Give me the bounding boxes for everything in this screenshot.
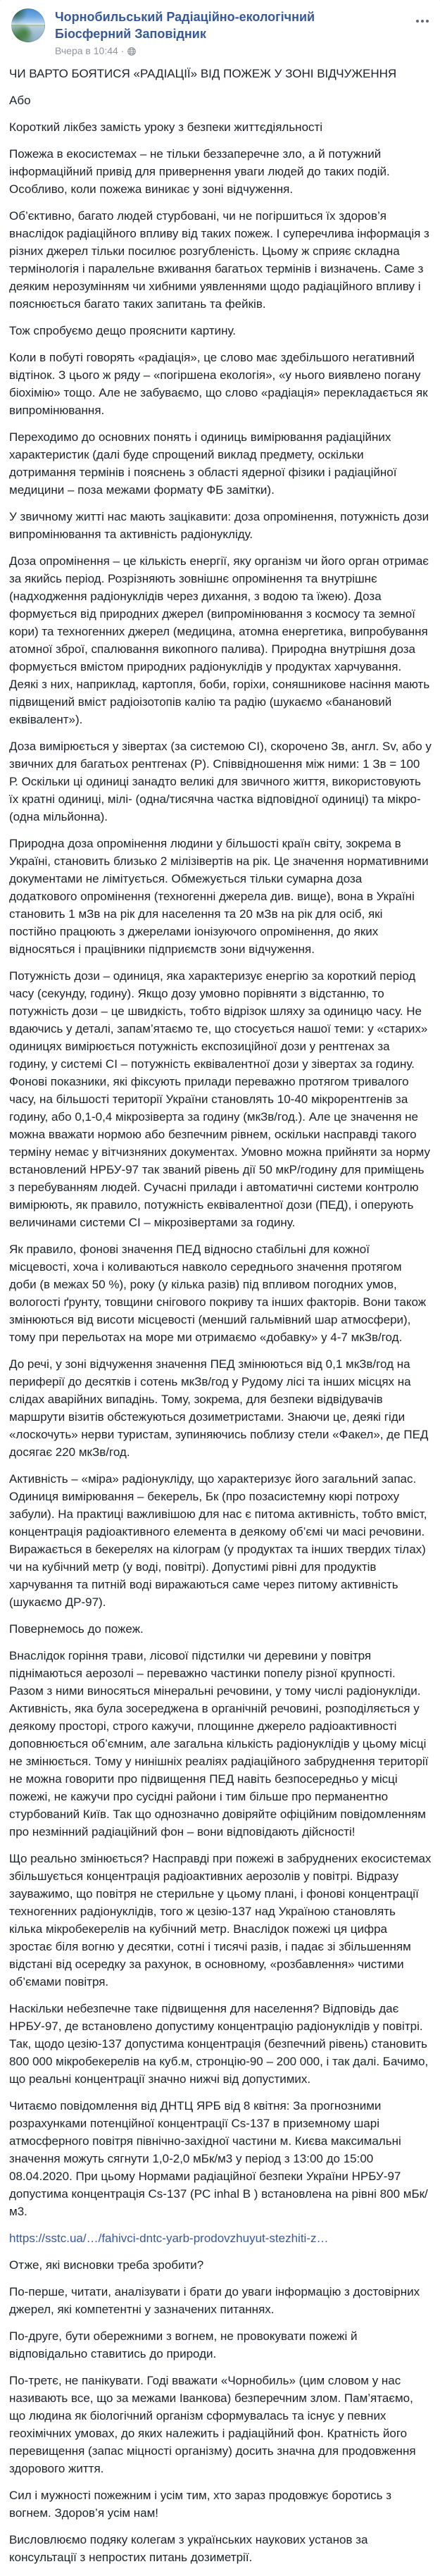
globe-icon [127,47,136,56]
page-name-link[interactable]: Чорнобильський Радіаційно-екологічний Біосферний Заповідник [55,10,315,41]
post-paragraph: Пожежа в екосистемах – не тільки беззаперечне зло, а й потужний інформаційний привід для привернення уваги людей до таких подій. Особливо, коли пожежа виникає у зоні відчуження. [9,147,390,196]
three-dots-icon [426,20,429,23]
post-paragraph: Як правило, фонові значення ПЕД відносно стабільні для кожної місцевості, хоча і коливаються навколо середнього значення протягом доби (в межах 50 %), року (у кілька разів) під впливом погодних умов, вологості ґрунту, товщини снігового покриву та інших факторів. Вони також змінюються від висоти місцевості (менший гальмівний шар атмосфери), тому при перельотах на море ми отримаємо «добавку» у 4-7 мкЗв/год. [9,1243,427,1344]
post-paragraph: Що реально змінюється? Насправді при пожежі в забруднених екосистемах збільшується концентрація радіоактивних аерозолів у повітрі. Відразу зауважимо, що повітря не стерильне у цьому плані, і фонові концентрації техногенних радіонуклідів, того ж цезію-137 над Україною становлять кілька мікробекерелів на кубічний метр. Внаслідок пожежі ця цифра зростає біля вогню у десятки, сотні і тисячі разів, і падає зі збільшенням відстані від осередку за рахунок, в основному, «розбавлення» чистими об’ємами повітря. [9,1852,432,1989]
post-paragraph: Внаслідок горіння трави, лісової підстилки чи деревини у повітря піднімаються аерозолі – переважно частинки попелу різної крупності. Разом з ними виносяться мінеральні речовини, у тому числі радіонукліди. Активність, яка була зосереджена в органічній речовині, розподіляється у деякому просторі, строго кажучи, площинне джерело радіоактивності доповнюється об’ємним, але загальна кількість радіонуклідів у цьому місці не змінюється. Тому у нинішніх реаліях радіаційного забруднення території не можна говорити про підвищення ПЕД навіть безпосередньо у місці пожежі, не кажучи про сусідні райони і тим більше про перманентно стурбований Київ. Так що однозначно довіряйте офіційним повідомленням про незмінний радіаційний фон – вони відповідають дійсності! [9,1649,429,1838]
post-header-text [55,8,429,57]
post-paragraph: Доза опромінення – це кількість енергії, яку організм чи його орган отримає за якийсь період. Розрізняють зовнішнє опромінення та внутрішнє (надходження радіонуклідів через дихання, з водою та їжею). Доза формується від природних джерел (випромінювання з космосу та земної кори) та техногенних джерел (медицина, атомна енергетика, випробування атомної зброї, спалювання викопного палива). Природна внутрішня доза формується вмістом природних радіонуклідів у продуктах харчування. Деякі з них, наприклад, картопля, боби, горіхи, соняшникове насіння мають підвищений вміст радіоізотопів калію та радію (шукаємо «банановий еквівалент»). [9,554,430,726]
post-paragraph: Тож спробуємо дещо прояснити картину. [9,324,237,337]
post-paragraph: По-друге, бути обережними з вогнем, не провокувати пожежі й відповідально ставитись до природи. [9,2329,358,2360]
post-header [0,0,440,61]
post-paragraph: У звичному житті нас мають зацікавити: доза опромінення, потужність дози випромінювання та активність радіонукліду. [9,510,429,541]
post-paragraph: Переходимо до основних понять і одиниць вимірювання радіаційних характеристик (далі буде спрощений виклад предмету, оскільки дотримання термінів і пояснень з області ядерної фізики і радіаційної медицини – поза межами формату ФБ замітки). [9,430,397,497]
post-paragraph: По-перше, читати, аналізувати і брати до уваги інформацію з достовірних джерел, які компетентні у зазначених питаннях. [9,2285,420,2316]
post-paragraph: Короткий лікбез замість уроку з безпеки життєдіяльності [9,120,323,134]
post-paragraph: Доза вимірюється у зівертах (за системою СІ), скорочено Зв, англ. Sv, або у звичних для багатьох рентгенах (Р). Співвідношення між ними: 1 Зв = 100 Р. Оскільки ці одиниці занадто великі для звичного життя, використовують їх кратні одиниці, мілі- (одна/тисячна частка відповідної одиниці) та мікро- (одна мільйонна). [9,740,432,823]
post-link[interactable]: https://sstc.ua/…/fahivci-dntc-yarb-prodovzhuyut-stezhiti-z… [9,2232,329,2245]
post-paragraph: Природна доза опромінення людини у більшості країн світу, зокрема в Україні, становить близько 2 мілізівертів на рік. Це значення нормативними документами не лімітується. Обмежується тільки сумарна доза додаткового опромінення (техногенні джерела див. вище), вона в Україні становить 1 мЗв на рік для населення та 20 мЗв на рік для осіб, які постійно працюють з джерелами іонізуючого опромінення, до яких відносяться і працівники підприємств зони відчуження. [9,837,429,956]
post-paragraph: ЧИ ВАРТО БОЯТИСЯ «РАДІАЦІЇ» ВІД ПОЖЕЖ У ЗОНІ ВІДЧУЖЕННЯ [9,67,397,80]
meta-separator: · [120,45,125,56]
post-paragraph: Читаємо повідомлення від ДНТЦ ЯРБ від 8 квітня: За прогнозними розрахунками потенційної концентрації Cs-137 в приземному шарі атмосферного повітря північно-західної частини м. Києва максимальні значення можуть сягнути 1,0-2,0 мБк/м3 у період з 13:00 до 15:00 08.04.2020. При цьому Нормами радіаційної безпеки України НРБУ-97 допустима концентрація Cs-137 (PC inhal B ) встановлена на рівні 800 мБк/м3. [9,2099,428,2218]
post-paragraph: Об’єктивно, багато людей стурбовані, чи не погіршиться їх здоров’я внаслідок радіаційного впливу від таких пожеж. І суперечлива інформація з різних джерел тільки посилює розгубленість. Цьому ж сприяє складна термінологія і паралельне вживання багатьох термінів і визначень. Саме з деяким нерозумінням чи хибними уявленнями щодо радіаційного впливу і пояснюється багато таких запитань та фейків. [9,209,429,311]
three-dots-icon [416,20,419,23]
post-paragraph: Або [9,94,31,107]
post-paragraph: Наскільки небезпечне таке підвищення для населення? Відповідь дає НРБУ-97, де встановлено допустиму концентрацію радіонуклідів у повітрі. Так, щодо цезію-137 допустима концентрація (безпечний рівень) становить 800 000 мікробекерелів на куб.м, стронцію-90 – 200 000, і так далі. Бачимо, що реальні концентрації значно нижчі від допустимих. [9,2002,429,2086]
post-paragraph: Висловлюємо подяку колегам з українських наукових установ за консультації з непростих питань дозиметрії. [9,2533,368,2564]
post-timestamp-link[interactable]: Вчера в 10:44 [55,45,118,56]
post-text [0,61,440,2576]
post-paragraph [9,2229,432,2247]
post-paragraph: Отже, які висновки треба зробити? [9,2258,204,2272]
post-paragraph: Коли в побуті говорять «радіація», це слово має здебільшого негативний відтінок. З цього ж ряду – «погіршена екологія», «у нього виявлено погану біохімію» тощо. Але не забуваємо, що слово «радіація» перекладається як випромінювання. [9,351,428,417]
post-paragraph: Активність – «міра» радіонукліду, що характеризує його загальний запас. Одиниця вимірювання – бекерель, Бк (про позасистемну кюрі потроху забули). На практиці важливішою для нас є питома активність, тобто вміст, концентрація радіоактивного елемента в деякому об’ємі чи масі речовини. Виражається в бекерелях на кілограм (у продуктах та інших твердих тілах) чи на кубічний метр (у воді, повітрі). Допустимі рівні для продуктів харчування та питній воді виражаються саме через питому активність (шукаємо ДР-97). [9,1472,427,1609]
post-paragraph: Сил і мужності пожежним і усім тим, хто зараз продовжує боротись з вогнем. Здоров’я усім нам! [9,2489,392,2520]
post-paragraph: Потужність дози – одиниця, яка характеризує енергію за короткий період часу (секунду, годину). Якщо дозу умовно порівняти з відстанню, то потужність дози – це швидкість, тобто відрізок шляху за одиницю часу. Не вдаючись у деталі, запам’ятаємо те, що стосується нашої теми: у «старих» одиницях вимірюється потужність експозиційної дози у рентгенах за годину, у системі СІ – потужність еквівалентної дози у зівертах за годину. Фонові показники, які фіксують прилади переважно протягом тривалого часу, на більшості території України становлять 10-40 мікрорентгенів за годину, або 0,1-0,4 мікрозіверта за годину (мкЗв/год.). Але це значення не можна вважати нормою або безпечним рівнем, оскільки насправді такого терміну немає у вітчизняних документах. Умовно можна прийняти за норму встановлений НРБУ-97 так званий рівень дії 50 мкР/годину для приміщень з перебуванням людей. Сучасні прилади і автоматичні системи контролю вимірюють, як правило, потужність еквівалентної дози (ПЕД), і оперують величинами системи СІ – мікрозівертами за годину. [9,969,431,1229]
post-paragraph: Повернемось до пожеж. [9,1622,144,1636]
post-paragraph: По-третє, не панікувати. Годі вважати «Чорнобиль» (цим словом у нас називають все, що за межами Іванкова) безперечним злом. Пам’ятаємо, що людина як біологічний організм сформувалась та існує у певних геохімічних умовах, до яких належить і радіаційний фон. Кратність його перевищення (запас міцності організму) досить значна для продовження здорового життя. [9,2374,416,2475]
three-dots-icon [421,20,424,23]
post-paragraph: До речі, у зоні відчуження значення ПЕД змінюються від 0,1 мкЗв/год на периферії до десятків і сотень мкЗв/год у Рудому лісі та інших місцях на слідах аварійних випадінь. Тому, зокрема, для безпеки відвідувачів маршрути візитів обстежуються дозиметристами. Знаючи це, деякі гіди «лоскочуть» нерви туристам, зупиняючись поблизу стели «Факел», де ПЕД досягає 220 мкЗв/год. [9,1357,429,1459]
post-meta [55,45,429,57]
page-avatar[interactable] [11,8,45,42]
more-options-button[interactable] [406,14,429,28]
